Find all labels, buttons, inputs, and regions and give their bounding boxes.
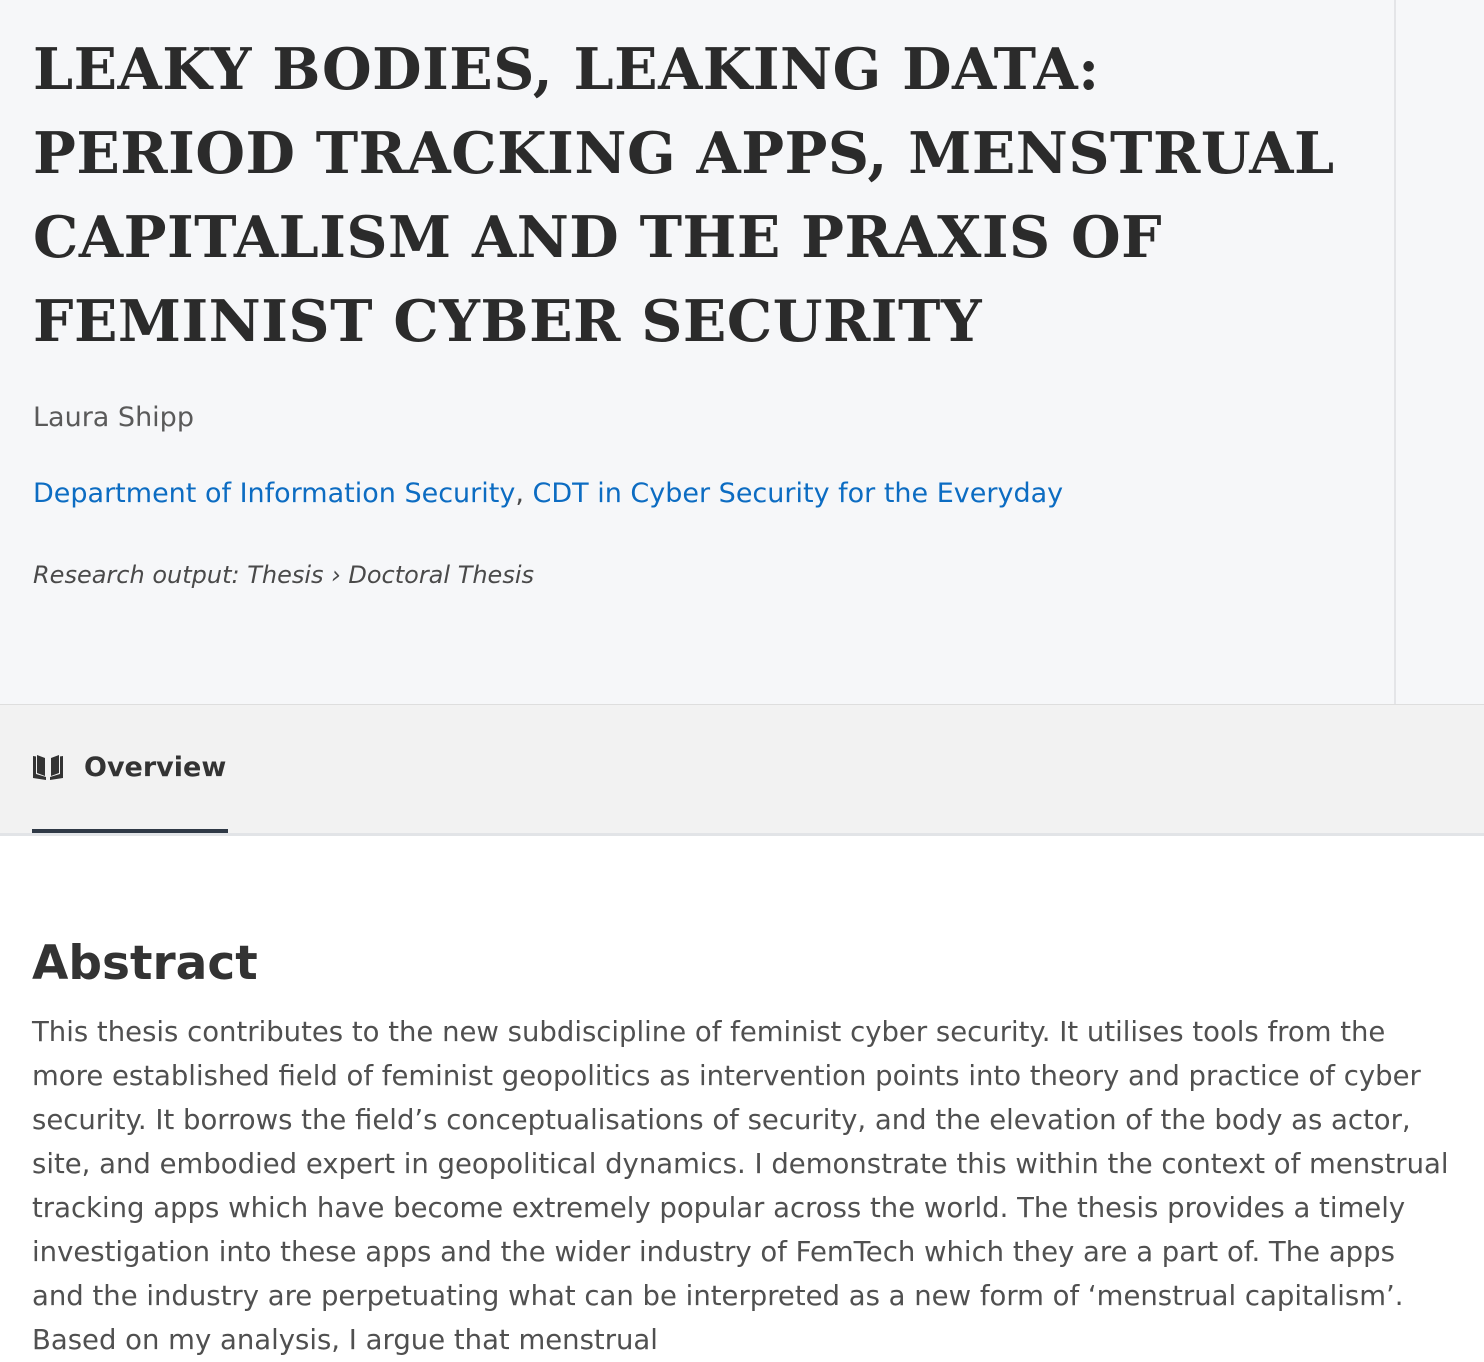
research-output-type: Research output: Thesis › Doctoral Thesis xyxy=(33,561,534,589)
abstract-text: This thesis contributes to the new subdiscipline of feminist cyber security. It utilises tools from the more established field of feminist geopolitics as intervention points into theory and practice of cyber security. It borrows the field’s conceptualisations of security, and the elevation of the body as actor, site, and embodied expert in geopolitical dynamics. I demonstrate this within the context of menstrual tracking apps which have become extremely popular across the world. The thesis provides a timely investigation into these apps and the wider industry of FemTech which they are a part of. The apps and the industry are perpetuating what can be interpreted as a new form of ‘menstrual capitalism’. Based on my analysis, I argue that menstrual xyxy=(32,1016,1449,1356)
page-title: LEAKY BODIES, LEAKING DATA: PERIOD TRACKING APPS, MENSTRUAL CAPITALISM AND THE PRAXIS OF FEMINIST CYBER SECURITY xyxy=(33,36,1335,355)
department-link-information-security[interactable]: Department of Information Security xyxy=(33,478,516,509)
department-link-cdt-cyber-security[interactable]: CDT in Cyber Security for the Everyday xyxy=(532,478,1064,509)
department-separator: , xyxy=(515,478,533,509)
tab-bar xyxy=(0,705,1484,836)
book-open-icon xyxy=(32,751,64,783)
departments-line xyxy=(33,478,1063,509)
abstract-heading: Abstract xyxy=(32,936,258,991)
tab-overview[interactable] xyxy=(32,705,228,833)
tab-overview-label: Overview xyxy=(84,751,227,783)
header-side-divider xyxy=(1394,0,1396,704)
author-name[interactable]: Laura Shipp xyxy=(33,402,194,433)
